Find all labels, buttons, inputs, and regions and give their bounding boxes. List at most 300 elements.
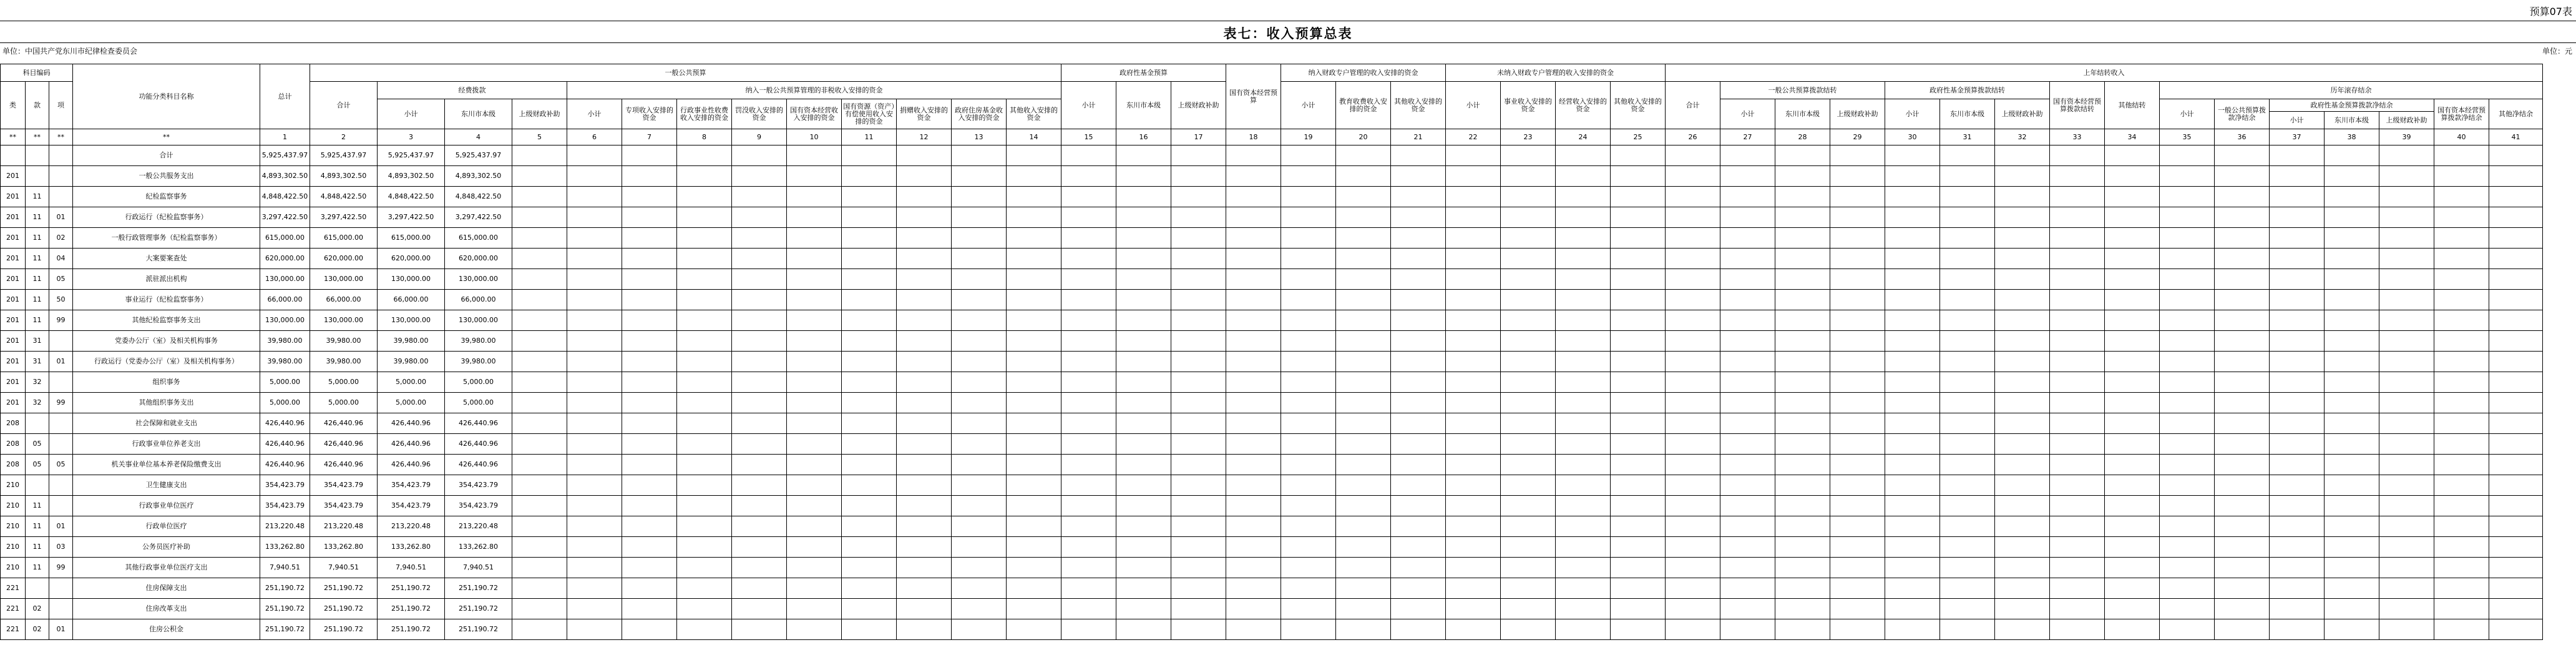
code-kuan-cell: 05: [26, 434, 49, 455]
empty-cell: [1061, 310, 1116, 331]
empty-cell: [1171, 166, 1226, 187]
empty-cell: [1995, 352, 2050, 372]
empty-cell: [1061, 145, 1116, 166]
header-gf-subtotal: 小计: [1061, 82, 1116, 129]
empty-cell: [1171, 331, 1226, 352]
total-cell: 7,940.51: [260, 558, 310, 578]
empty-cell: [1226, 413, 1281, 434]
total-cell: 4,848,422.50: [260, 187, 310, 207]
empty-cell: [1775, 269, 1830, 290]
empty-cell: [1391, 166, 1446, 187]
empty-cell: [1061, 558, 1116, 578]
empty-cell: [1830, 187, 1885, 207]
empty-cell: [2215, 372, 2270, 393]
empty-cell: [1007, 558, 1061, 578]
empty-cell: [1391, 310, 1446, 331]
empty-cell: [1226, 187, 1281, 207]
empty-cell: [1007, 331, 1061, 352]
empty-cell: [2489, 310, 2543, 331]
column-index-cell: 5: [512, 129, 567, 145]
empty-cell: [2105, 207, 2160, 228]
empty-cell: [1666, 228, 1720, 249]
empty-cell: [622, 228, 677, 249]
empty-cell: [677, 475, 732, 496]
func-name-cell: 行政事业单位医疗: [73, 496, 260, 516]
empty-cell: [622, 475, 677, 496]
empty-cell: [842, 578, 897, 599]
empty-cell: [512, 393, 567, 413]
empty-cell: [1116, 599, 1171, 619]
empty-cell: [1885, 455, 1940, 475]
code-xiang-cell: 01: [49, 619, 73, 640]
empty-cell: [1007, 393, 1061, 413]
empty-cell: [2160, 145, 2215, 166]
empty-cell: [1171, 352, 1226, 372]
unit-label: 单位：中国共产党东川市纪律检查委员会: [2, 47, 138, 56]
header-jingfei: 经费拨款: [378, 82, 567, 99]
empty-cell: [2379, 352, 2434, 372]
total-cell: 620,000.00: [260, 249, 310, 269]
empty-cell: [2160, 537, 2215, 558]
code-kuan-cell: [26, 413, 49, 434]
empty-cell: [1336, 269, 1391, 290]
header-lg-subtotal: 小计: [1720, 99, 1775, 129]
empty-cell: [1501, 352, 1556, 372]
total-cell: 133,262.80: [260, 537, 310, 558]
empty-cell: [512, 145, 567, 166]
column-index-cell: 22: [1446, 129, 1501, 145]
total-cell: 39,980.00: [260, 331, 310, 352]
func-name-cell: 一般行政管理事务（纪检监察事务）: [73, 228, 260, 249]
empty-cell: [1666, 558, 1720, 578]
column-index-cell: 21: [1391, 129, 1446, 145]
empty-cell: [1116, 393, 1171, 413]
total-cell: 3,297,422.50: [260, 207, 310, 228]
empty-cell: [622, 434, 677, 455]
code-lei-cell: 208: [1, 434, 26, 455]
empty-cell: [2325, 393, 2379, 413]
code-xiang-cell: [49, 331, 73, 352]
empty-cell: [1720, 393, 1775, 413]
empty-cell: [1226, 145, 1281, 166]
empty-cell: [2050, 207, 2105, 228]
column-index-cell: 3: [378, 129, 445, 145]
empty-cell: [2160, 558, 2215, 578]
empty-cell: [1501, 249, 1556, 269]
empty-cell: [2160, 310, 2215, 331]
empty-cell: [732, 537, 787, 558]
table-row: [1, 413, 2543, 434]
empty-cell: [2325, 249, 2379, 269]
empty-cell: [677, 228, 732, 249]
empty-cell: [1226, 372, 1281, 393]
header-ly-general: 一般公共预算拨款结转: [1720, 82, 1885, 99]
empty-cell: [2105, 310, 2160, 331]
empty-cell: [2215, 228, 2270, 249]
gb-subtotal-cell: 5,000.00: [310, 372, 378, 393]
code-lei-cell: 201: [1, 310, 26, 331]
table-row: [1, 187, 2543, 207]
empty-cell: [2215, 207, 2270, 228]
empty-cell: [567, 290, 622, 310]
code-lei-cell: 210: [1, 475, 26, 496]
empty-cell: [1775, 331, 1830, 352]
jf-subtotal-cell: 5,000.00: [378, 393, 445, 413]
code-kuan-cell: [26, 145, 49, 166]
empty-cell: [1940, 372, 1995, 393]
jf-local-cell: 426,440.96: [445, 413, 512, 434]
empty-cell: [1501, 516, 1556, 537]
empty-cell: [2160, 331, 2215, 352]
empty-cell: [732, 249, 787, 269]
empty-cell: [1281, 310, 1336, 331]
code-xiang-cell: 99: [49, 310, 73, 331]
empty-cell: [1995, 455, 2050, 475]
empty-cell: [567, 187, 622, 207]
empty-cell: [732, 310, 787, 331]
empty-cell: [1171, 619, 1226, 640]
empty-cell: [897, 207, 952, 228]
empty-cell: [1116, 269, 1171, 290]
empty-cell: [622, 372, 677, 393]
func-name-cell: 纪检监察事务: [73, 187, 260, 207]
empty-cell: [2379, 249, 2434, 269]
empty-cell: [787, 372, 842, 393]
empty-cell: [1116, 537, 1171, 558]
empty-cell: [1666, 187, 1720, 207]
gb-subtotal-cell: 251,190.72: [310, 578, 378, 599]
empty-cell: [732, 187, 787, 207]
empty-cell: [2434, 413, 2489, 434]
empty-cell: [2434, 187, 2489, 207]
empty-cell: [2105, 599, 2160, 619]
header-non-fiscal: 未纳入财政专户管理的收入安排的资金: [1446, 64, 1666, 82]
empty-cell: [2270, 145, 2325, 166]
empty-cell: [1226, 393, 1281, 413]
empty-cell: [1391, 434, 1446, 455]
empty-cell: [2379, 207, 2434, 228]
empty-cell: [1940, 475, 1995, 496]
empty-cell: [2489, 187, 2543, 207]
empty-cell: [787, 207, 842, 228]
empty-cell: [1501, 599, 1556, 619]
empty-cell: [2215, 352, 2270, 372]
empty-cell: [567, 496, 622, 516]
empty-cell: [2434, 434, 2489, 455]
code-kuan-cell: [26, 166, 49, 187]
empty-cell: [2379, 619, 2434, 640]
empty-cell: [2270, 496, 2325, 516]
empty-cell: [1556, 537, 1611, 558]
empty-cell: [2325, 228, 2379, 249]
empty-cell: [897, 558, 952, 578]
empty-cell: [1940, 455, 1995, 475]
code-lei-cell: 210: [1, 558, 26, 578]
jf-subtotal-cell: 3,297,422.50: [378, 207, 445, 228]
empty-cell: [677, 372, 732, 393]
empty-cell: [2379, 290, 2434, 310]
empty-cell: [1501, 496, 1556, 516]
empty-cell: [787, 475, 842, 496]
empty-cell: [1391, 496, 1446, 516]
empty-cell: [1666, 496, 1720, 516]
column-index-cell: 11: [842, 129, 897, 145]
empty-cell: [2489, 537, 2543, 558]
empty-cell: [2215, 516, 2270, 537]
table-row: [1, 207, 2543, 228]
empty-cell: [1775, 249, 1830, 269]
empty-cell: [897, 166, 952, 187]
empty-cell: [1171, 228, 1226, 249]
empty-cell: [2050, 578, 2105, 599]
empty-cell: [1611, 228, 1666, 249]
empty-cell: [1391, 578, 1446, 599]
empty-cell: [2105, 537, 2160, 558]
empty-cell: [2379, 372, 2434, 393]
empty-cell: [2379, 578, 2434, 599]
empty-cell: [622, 269, 677, 290]
empty-cell: [1666, 352, 1720, 372]
empty-cell: [1007, 434, 1061, 455]
empty-cell: [2215, 496, 2270, 516]
empty-cell: [677, 558, 732, 578]
empty-cell: [2379, 393, 2434, 413]
code-kuan-cell: 05: [26, 455, 49, 475]
empty-cell: [2050, 413, 2105, 434]
empty-cell: [1775, 372, 1830, 393]
empty-cell: [2489, 290, 2543, 310]
code-lei-cell: 201: [1, 249, 26, 269]
empty-cell: [1501, 310, 1556, 331]
empty-cell: [1007, 455, 1061, 475]
empty-cell: [1171, 455, 1226, 475]
empty-cell: [1061, 434, 1116, 455]
empty-cell: [1226, 537, 1281, 558]
empty-cell: [1830, 207, 1885, 228]
empty-cell: [787, 310, 842, 331]
table-row: [1, 455, 2543, 475]
empty-cell: [567, 310, 622, 331]
empty-cell: [1391, 331, 1446, 352]
empty-cell: [1061, 619, 1116, 640]
empty-cell: [512, 290, 567, 310]
func-name-cell: 一般公共服务支出: [73, 166, 260, 187]
empty-cell: [2105, 187, 2160, 207]
func-name-cell: 社会保障和就业支出: [73, 413, 260, 434]
table-row: [1, 537, 2543, 558]
empty-cell: [1775, 352, 1830, 372]
empty-cell: [1720, 249, 1775, 269]
gb-subtotal-cell: 4,848,422.50: [310, 187, 378, 207]
empty-cell: [1281, 352, 1336, 372]
empty-cell: [2434, 207, 2489, 228]
func-name-cell: 组织事务: [73, 372, 260, 393]
empty-cell: [512, 619, 567, 640]
table-row: [1, 578, 2543, 599]
empty-cell: [2050, 434, 2105, 455]
empty-cell: [1226, 475, 1281, 496]
empty-cell: [2489, 558, 2543, 578]
empty-cell: [2489, 331, 2543, 352]
empty-cell: [1501, 455, 1556, 475]
empty-cell: [1720, 475, 1775, 496]
empty-cell: [897, 475, 952, 496]
empty-cell: [2434, 290, 2489, 310]
empty-cell: [1007, 352, 1061, 372]
code-kuan-cell: 11: [26, 537, 49, 558]
empty-cell: [2105, 558, 2160, 578]
code-lei-cell: [1, 145, 26, 166]
empty-cell: [1281, 290, 1336, 310]
column-index-cell: 33: [2050, 129, 2105, 145]
empty-cell: [2270, 413, 2325, 434]
column-index-cell: 30: [1885, 129, 1940, 145]
empty-cell: [512, 496, 567, 516]
empty-cell: [1446, 413, 1501, 434]
empty-cell: [1940, 352, 1995, 372]
jf-local-cell: 66,000.00: [445, 290, 512, 310]
total-cell: 66,000.00: [260, 290, 310, 310]
code-lei-cell: 201: [1, 331, 26, 352]
empty-cell: [1830, 249, 1885, 269]
code-kuan-cell: 11: [26, 558, 49, 578]
empty-cell: [2434, 599, 2489, 619]
empty-cell: [2105, 166, 2160, 187]
empty-cell: [1281, 331, 1336, 352]
empty-cell: [1885, 393, 1940, 413]
empty-cell: [732, 331, 787, 352]
empty-cell: [1720, 537, 1775, 558]
empty-cell: [1501, 207, 1556, 228]
code-xiang-cell: [49, 166, 73, 187]
code-kuan-cell: [26, 578, 49, 599]
table-row: [1, 290, 2543, 310]
empty-cell: [1666, 249, 1720, 269]
empty-cell: [567, 619, 622, 640]
code-xiang-cell: 99: [49, 558, 73, 578]
empty-cell: [2160, 599, 2215, 619]
empty-cell: [1830, 537, 1885, 558]
empty-cell: [1995, 393, 2050, 413]
empty-cell: [1391, 352, 1446, 372]
empty-cell: [1940, 166, 1995, 187]
column-index-cell: 29: [1830, 129, 1885, 145]
header-nf-business: 事业收入安排的资金: [1501, 82, 1556, 129]
empty-cell: [567, 475, 622, 496]
empty-cell: [952, 455, 1007, 475]
empty-cell: [1501, 578, 1556, 599]
column-index-cell: 20: [1336, 129, 1391, 145]
empty-cell: [787, 455, 842, 475]
column-index-cell: 35: [2160, 129, 2215, 145]
empty-cell: [1830, 619, 1885, 640]
empty-cell: [787, 599, 842, 619]
code-kuan-cell: 02: [26, 599, 49, 619]
empty-cell: [1556, 516, 1611, 537]
empty-cell: [1940, 393, 1995, 413]
empty-cell: [1116, 558, 1171, 578]
empty-cell: [1501, 290, 1556, 310]
empty-cell: [567, 331, 622, 352]
empty-cell: [897, 496, 952, 516]
empty-cell: [787, 496, 842, 516]
empty-cell: [2270, 434, 2325, 455]
empty-cell: [1940, 599, 1995, 619]
gb-subtotal-cell: 5,000.00: [310, 393, 378, 413]
empty-cell: [952, 166, 1007, 187]
column-index-cell: 36: [2215, 129, 2270, 145]
empty-cell: [2489, 352, 2543, 372]
column-index-cell: 24: [1556, 129, 1611, 145]
code-lei-cell: 208: [1, 455, 26, 475]
empty-cell: [787, 352, 842, 372]
empty-cell: [1446, 599, 1501, 619]
table-row: [1, 145, 2543, 166]
empty-cell: [2050, 310, 2105, 331]
empty-cell: [1501, 166, 1556, 187]
empty-cell: [732, 166, 787, 187]
empty-cell: [1501, 269, 1556, 290]
code-lei-cell: 201: [1, 166, 26, 187]
code-kuan-cell: 32: [26, 393, 49, 413]
empty-cell: [1446, 145, 1501, 166]
empty-cell: [787, 187, 842, 207]
empty-cell: [1336, 372, 1391, 393]
empty-cell: [1116, 249, 1171, 269]
empty-cell: [1226, 599, 1281, 619]
empty-cell: [512, 516, 567, 537]
gb-subtotal-cell: 426,440.96: [310, 413, 378, 434]
empty-cell: [2434, 228, 2489, 249]
empty-cell: [512, 372, 567, 393]
code-kuan-cell: 11: [26, 207, 49, 228]
empty-cell: [1611, 393, 1666, 413]
empty-cell: [567, 516, 622, 537]
code-lei-cell: 210: [1, 537, 26, 558]
currency-unit-label: 单位：元: [2542, 47, 2572, 56]
empty-cell: [1336, 496, 1391, 516]
empty-cell: [842, 269, 897, 290]
empty-cell: [512, 413, 567, 434]
empty-cell: [2489, 578, 2543, 599]
empty-cell: [1226, 290, 1281, 310]
func-name-cell: 行政事业单位养老支出: [73, 434, 260, 455]
column-index-cell: 38: [2325, 129, 2379, 145]
empty-cell: [2379, 496, 2434, 516]
header-total: 总计: [260, 64, 310, 129]
empty-cell: [2379, 516, 2434, 537]
empty-cell: [1666, 537, 1720, 558]
total-cell: 5,000.00: [260, 393, 310, 413]
empty-cell: [677, 455, 732, 475]
empty-cell: [1446, 290, 1501, 310]
gb-subtotal-cell: 615,000.00: [310, 228, 378, 249]
empty-cell: [622, 537, 677, 558]
column-index-cell: 10: [787, 129, 842, 145]
jf-local-cell: 130,000.00: [445, 269, 512, 290]
empty-cell: [952, 372, 1007, 393]
empty-cell: [842, 475, 897, 496]
empty-cell: [2050, 352, 2105, 372]
empty-cell: [1556, 619, 1611, 640]
empty-cell: [1611, 310, 1666, 331]
empty-cell: [512, 455, 567, 475]
empty-cell: [1940, 228, 1995, 249]
empty-cell: [2379, 310, 2434, 331]
empty-cell: [1226, 166, 1281, 187]
empty-cell: [2160, 207, 2215, 228]
code-xiang-cell: 01: [49, 207, 73, 228]
